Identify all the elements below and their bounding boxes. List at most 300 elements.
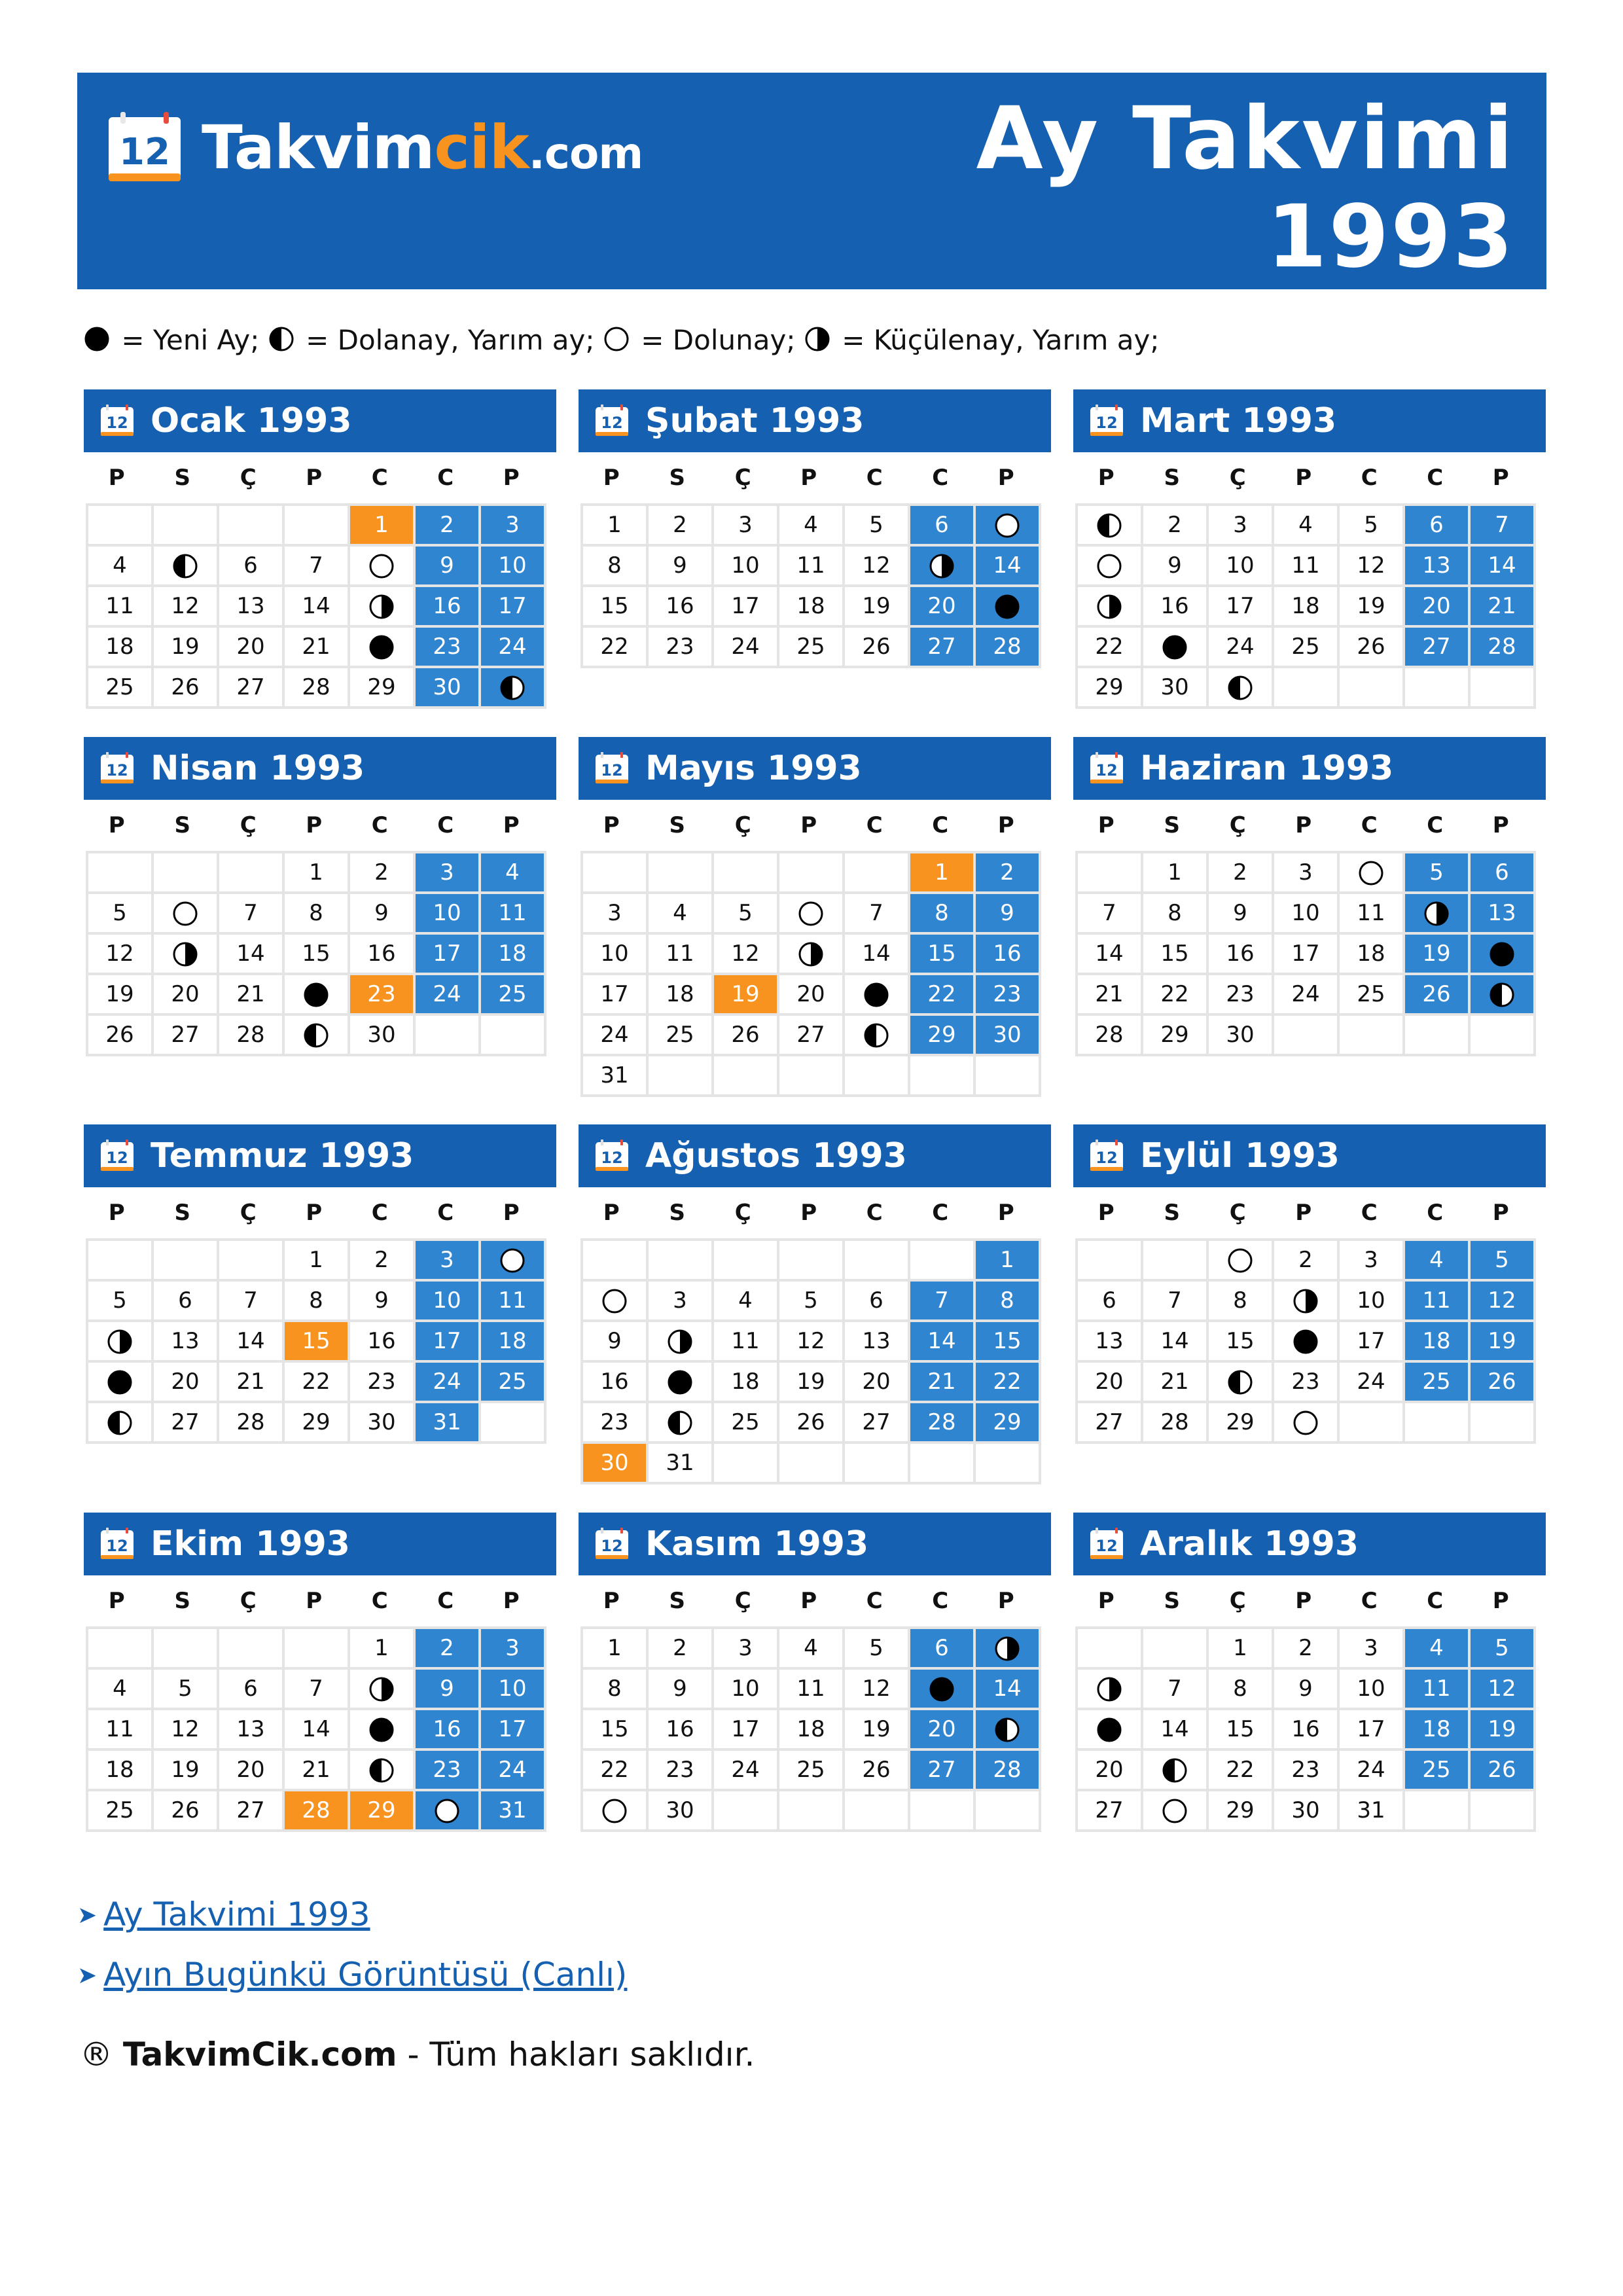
day-cell[interactable]: 18 [1338,933,1404,974]
day-cell[interactable] [283,1014,349,1055]
day-cell[interactable]: 18 [480,933,545,974]
day-cell[interactable]: 27 [909,1749,974,1790]
day-cell[interactable]: 2 [349,1240,414,1280]
day-cell[interactable] [349,1709,414,1749]
day-cell[interactable]: 16 [414,586,480,626]
day-cell[interactable]: 6 [844,1280,909,1321]
day-cell[interactable]: 17 [480,586,545,626]
day-cell[interactable]: 21 [218,974,283,1014]
day-cell[interactable]: 20 [152,1361,218,1402]
day-cell[interactable]: 9 [414,545,480,586]
day-cell[interactable]: 7 [283,1668,349,1709]
day-cell[interactable]: 18 [778,586,844,626]
day-cell[interactable]: 19 [844,586,909,626]
day-cell[interactable]: 18 [1404,1709,1469,1749]
day-cell[interactable]: 23 [647,1749,713,1790]
day-cell[interactable]: 1 [1207,1628,1273,1668]
day-cell[interactable]: 23 [1273,1749,1338,1790]
day-cell[interactable] [480,1240,545,1280]
day-cell[interactable]: 8 [1207,1280,1273,1321]
day-cell[interactable]: 25 [713,1402,778,1443]
day-cell[interactable]: 17 [582,974,647,1014]
day-cell[interactable] [844,1014,909,1055]
day-cell[interactable]: 7 [1077,893,1142,933]
day-cell[interactable] [1077,545,1142,586]
day-cell[interactable]: 3 [647,1280,713,1321]
day-cell[interactable]: 28 [1142,1402,1207,1443]
day-cell[interactable]: 26 [152,667,218,708]
day-cell[interactable]: 14 [283,1709,349,1749]
day-cell[interactable]: 1 [283,852,349,893]
day-cell[interactable]: 9 [349,893,414,933]
day-cell[interactable]: 10 [414,1280,480,1321]
day-cell[interactable] [974,505,1040,545]
day-cell[interactable] [974,586,1040,626]
day-cell[interactable]: 10 [414,893,480,933]
day-cell[interactable]: 16 [349,1321,414,1361]
day-cell[interactable]: 26 [844,1749,909,1790]
day-cell[interactable]: 12 [1469,1668,1535,1709]
day-cell[interactable]: 23 [414,1749,480,1790]
day-cell[interactable]: 21 [1142,1361,1207,1402]
day-cell[interactable]: 26 [1404,974,1469,1014]
day-cell[interactable]: 18 [1404,1321,1469,1361]
day-cell[interactable]: 7 [909,1280,974,1321]
day-cell[interactable]: 15 [582,586,647,626]
day-cell[interactable]: 13 [218,586,283,626]
day-cell[interactable]: 1 [582,1628,647,1668]
day-cell[interactable]: 25 [87,1790,152,1831]
day-cell[interactable]: 16 [647,586,713,626]
day-cell[interactable]: 12 [87,933,152,974]
day-cell[interactable]: 22 [283,1361,349,1402]
day-cell[interactable]: 29 [909,1014,974,1055]
day-cell[interactable]: 17 [1273,933,1338,974]
day-cell[interactable]: 30 [1273,1790,1338,1831]
day-cell[interactable] [582,1790,647,1831]
day-cell[interactable]: 26 [87,1014,152,1055]
day-cell[interactable]: 9 [647,1668,713,1709]
day-cell[interactable]: 25 [480,1361,545,1402]
day-cell[interactable]: 27 [1077,1402,1142,1443]
day-cell[interactable] [778,933,844,974]
day-cell[interactable]: 5 [1469,1628,1535,1668]
day-cell[interactable]: 16 [1142,586,1207,626]
day-cell[interactable] [1469,933,1535,974]
day-cell[interactable]: 16 [1273,1709,1338,1749]
day-cell[interactable]: 31 [582,1055,647,1096]
day-cell[interactable]: 7 [218,1280,283,1321]
day-cell[interactable] [909,545,974,586]
day-cell[interactable]: 15 [1207,1321,1273,1361]
day-cell[interactable]: 25 [87,667,152,708]
day-cell[interactable]: 9 [1273,1668,1338,1709]
day-cell[interactable]: 21 [283,1749,349,1790]
day-cell[interactable]: 11 [480,893,545,933]
day-cell[interactable]: 3 [480,1628,545,1668]
day-cell[interactable] [1077,1668,1142,1709]
day-cell[interactable] [349,586,414,626]
day-cell[interactable] [1077,586,1142,626]
day-cell[interactable]: 31 [480,1790,545,1831]
day-cell[interactable]: 4 [778,1628,844,1668]
day-cell[interactable]: 14 [1469,545,1535,586]
day-cell[interactable]: 29 [1207,1790,1273,1831]
day-cell[interactable]: 1 [974,1240,1040,1280]
day-cell[interactable]: 4 [87,545,152,586]
link-moon-calendar[interactable] [77,1885,627,1945]
day-cell[interactable]: 29 [1142,1014,1207,1055]
day-cell[interactable]: 7 [1142,1668,1207,1709]
day-cell[interactable]: 15 [974,1321,1040,1361]
day-cell[interactable]: 7 [1142,1280,1207,1321]
day-cell[interactable]: 6 [152,1280,218,1321]
day-cell[interactable]: 20 [218,1749,283,1790]
day-cell[interactable]: 5 [778,1280,844,1321]
day-cell[interactable] [349,1668,414,1709]
day-cell[interactable]: 19 [87,974,152,1014]
day-cell[interactable] [1338,852,1404,893]
day-cell[interactable]: 18 [647,974,713,1014]
day-cell[interactable]: 25 [778,1749,844,1790]
day-cell[interactable]: 20 [1077,1749,1142,1790]
day-cell[interactable]: 27 [218,667,283,708]
day-cell[interactable]: 8 [1142,893,1207,933]
day-cell[interactable]: 8 [974,1280,1040,1321]
day-cell[interactable]: 25 [1273,626,1338,667]
day-cell[interactable]: 11 [1404,1280,1469,1321]
day-cell[interactable]: 5 [1469,1240,1535,1280]
day-cell[interactable]: 28 [218,1014,283,1055]
day-cell[interactable]: 31 [647,1443,713,1483]
day-cell[interactable]: 12 [1338,545,1404,586]
day-cell[interactable]: 11 [778,545,844,586]
day-cell[interactable]: 26 [1338,626,1404,667]
day-cell[interactable]: 22 [1207,1749,1273,1790]
day-cell[interactable]: 14 [218,933,283,974]
day-cell[interactable]: 23 [414,626,480,667]
day-cell[interactable]: 5 [1404,852,1469,893]
day-cell[interactable]: 9 [349,1280,414,1321]
day-cell[interactable]: 11 [647,933,713,974]
day-cell[interactable]: 21 [1077,974,1142,1014]
day-cell[interactable] [87,1402,152,1443]
day-cell[interactable]: 29 [349,667,414,708]
day-cell[interactable]: 16 [414,1709,480,1749]
day-cell[interactable]: 2 [1273,1628,1338,1668]
day-cell[interactable]: 2 [1273,1240,1338,1280]
day-cell[interactable]: 11 [87,586,152,626]
day-cell[interactable]: 27 [778,1014,844,1055]
day-cell[interactable]: 26 [778,1402,844,1443]
day-cell[interactable]: 23 [349,1361,414,1402]
day-cell[interactable]: 28 [909,1402,974,1443]
day-cell[interactable]: 18 [1273,586,1338,626]
day-cell[interactable]: 7 [1469,505,1535,545]
day-cell[interactable]: 25 [1404,1361,1469,1402]
link-moon-today[interactable] [77,1945,627,2005]
day-cell[interactable]: 14 [1142,1321,1207,1361]
day-cell[interactable]: 16 [582,1361,647,1402]
day-cell[interactable]: 4 [713,1280,778,1321]
day-cell[interactable]: 29 [349,1790,414,1831]
day-cell[interactable]: 5 [152,1668,218,1709]
day-cell[interactable]: 28 [283,1790,349,1831]
day-cell[interactable]: 8 [582,1668,647,1709]
day-cell[interactable]: 2 [1142,505,1207,545]
day-cell[interactable]: 3 [414,1240,480,1280]
day-cell[interactable]: 21 [218,1361,283,1402]
day-cell[interactable]: 10 [1338,1280,1404,1321]
day-cell[interactable]: 18 [87,626,152,667]
day-cell[interactable]: 17 [713,1709,778,1749]
day-cell[interactable]: 25 [778,626,844,667]
day-cell[interactable]: 4 [778,505,844,545]
day-cell[interactable]: 2 [647,1628,713,1668]
day-cell[interactable]: 5 [713,893,778,933]
day-cell[interactable]: 12 [713,933,778,974]
day-cell[interactable]: 28 [283,667,349,708]
day-cell[interactable] [1207,1240,1273,1280]
day-cell[interactable]: 26 [1469,1749,1535,1790]
day-cell[interactable]: 10 [582,933,647,974]
day-cell[interactable]: 5 [844,1628,909,1668]
day-cell[interactable]: 14 [1077,933,1142,974]
day-cell[interactable]: 13 [1404,545,1469,586]
day-cell[interactable] [1077,505,1142,545]
day-cell[interactable]: 31 [414,1402,480,1443]
day-cell[interactable]: 24 [414,974,480,1014]
day-cell[interactable]: 18 [87,1749,152,1790]
day-cell[interactable]: 27 [1077,1790,1142,1831]
day-cell[interactable]: 23 [1207,974,1273,1014]
day-cell[interactable]: 12 [844,1668,909,1709]
day-cell[interactable]: 26 [844,626,909,667]
day-cell[interactable]: 7 [218,893,283,933]
day-cell[interactable]: 20 [909,1709,974,1749]
day-cell[interactable]: 13 [844,1321,909,1361]
day-cell[interactable]: 5 [844,505,909,545]
day-cell[interactable]: 31 [1338,1790,1404,1831]
day-cell[interactable]: 6 [909,1628,974,1668]
day-cell[interactable]: 2 [1207,852,1273,893]
day-cell[interactable]: 5 [87,1280,152,1321]
day-cell[interactable] [909,1668,974,1709]
day-cell[interactable]: 20 [1077,1361,1142,1402]
day-cell[interactable]: 16 [1207,933,1273,974]
day-cell[interactable]: 29 [1207,1402,1273,1443]
day-cell[interactable]: 27 [844,1402,909,1443]
day-cell[interactable] [1404,893,1469,933]
day-cell[interactable]: 27 [218,1790,283,1831]
day-cell[interactable] [778,893,844,933]
day-cell[interactable]: 7 [283,545,349,586]
day-cell[interactable] [974,1709,1040,1749]
day-cell[interactable]: 7 [844,893,909,933]
day-cell[interactable] [480,667,545,708]
day-cell[interactable] [1207,667,1273,708]
day-cell[interactable]: 25 [647,1014,713,1055]
day-cell[interactable]: 10 [480,1668,545,1709]
day-cell[interactable]: 8 [909,893,974,933]
day-cell[interactable]: 1 [283,1240,349,1280]
day-cell[interactable]: 24 [1207,626,1273,667]
day-cell[interactable]: 3 [1338,1240,1404,1280]
day-cell[interactable]: 1 [909,852,974,893]
day-cell[interactable]: 3 [1338,1628,1404,1668]
day-cell[interactable]: 28 [1469,626,1535,667]
day-cell[interactable]: 17 [1338,1709,1404,1749]
day-cell[interactable]: 13 [218,1709,283,1749]
day-cell[interactable]: 4 [1404,1240,1469,1280]
day-cell[interactable]: 15 [909,933,974,974]
day-cell[interactable]: 12 [1469,1280,1535,1321]
day-cell[interactable]: 10 [713,545,778,586]
day-cell[interactable] [582,1280,647,1321]
day-cell[interactable]: 8 [283,1280,349,1321]
day-cell[interactable]: 9 [414,1668,480,1709]
day-cell[interactable] [414,1790,480,1831]
day-cell[interactable] [1273,1402,1338,1443]
day-cell[interactable]: 21 [283,626,349,667]
day-cell[interactable]: 30 [582,1443,647,1483]
day-cell[interactable]: 10 [1273,893,1338,933]
site-logo[interactable] [106,109,643,187]
day-cell[interactable]: 19 [1338,586,1404,626]
day-cell[interactable]: 25 [480,974,545,1014]
day-cell[interactable]: 20 [909,586,974,626]
day-cell[interactable]: 24 [414,1361,480,1402]
day-cell[interactable]: 3 [1273,852,1338,893]
day-cell[interactable]: 21 [1469,586,1535,626]
day-cell[interactable] [844,974,909,1014]
day-cell[interactable]: 8 [582,545,647,586]
day-cell[interactable]: 30 [1142,667,1207,708]
day-cell[interactable]: 6 [218,1668,283,1709]
link-moon-calendar-text[interactable]: Ay Takvimi 1993 [103,1895,370,1933]
day-cell[interactable]: 11 [713,1321,778,1361]
day-cell[interactable] [87,1361,152,1402]
day-cell[interactable]: 1 [582,505,647,545]
day-cell[interactable] [1273,1280,1338,1321]
day-cell[interactable]: 17 [480,1709,545,1749]
day-cell[interactable]: 5 [1338,505,1404,545]
day-cell[interactable]: 19 [152,1749,218,1790]
day-cell[interactable]: 29 [1077,667,1142,708]
day-cell[interactable]: 25 [1338,974,1404,1014]
day-cell[interactable]: 16 [974,933,1040,974]
day-cell[interactable]: 14 [844,933,909,974]
day-cell[interactable]: 30 [647,1790,713,1831]
day-cell[interactable]: 13 [152,1321,218,1361]
day-cell[interactable]: 9 [582,1321,647,1361]
day-cell[interactable]: 8 [1207,1668,1273,1709]
day-cell[interactable]: 3 [713,505,778,545]
day-cell[interactable]: 12 [844,545,909,586]
day-cell[interactable] [349,626,414,667]
day-cell[interactable]: 6 [909,505,974,545]
day-cell[interactable]: 10 [480,545,545,586]
day-cell[interactable]: 17 [414,1321,480,1361]
day-cell[interactable] [87,1321,152,1361]
day-cell[interactable]: 10 [1207,545,1273,586]
day-cell[interactable]: 22 [582,626,647,667]
day-cell[interactable]: 3 [1207,505,1273,545]
day-cell[interactable]: 24 [713,1749,778,1790]
day-cell[interactable]: 20 [844,1361,909,1402]
day-cell[interactable]: 20 [218,626,283,667]
day-cell[interactable]: 19 [1469,1321,1535,1361]
day-cell[interactable]: 17 [713,586,778,626]
day-cell[interactable]: 20 [778,974,844,1014]
day-cell[interactable]: 19 [1404,933,1469,974]
day-cell[interactable]: 22 [1142,974,1207,1014]
day-cell[interactable]: 2 [414,1628,480,1668]
day-cell[interactable] [647,1361,713,1402]
day-cell[interactable]: 28 [1077,1014,1142,1055]
day-cell[interactable]: 26 [1469,1361,1535,1402]
day-cell[interactable] [1142,1749,1207,1790]
day-cell[interactable]: 19 [778,1361,844,1402]
day-cell[interactable]: 6 [1404,505,1469,545]
day-cell[interactable]: 19 [1469,1709,1535,1749]
day-cell[interactable]: 27 [1404,626,1469,667]
day-cell[interactable]: 2 [647,505,713,545]
day-cell[interactable]: 23 [349,974,414,1014]
day-cell[interactable]: 16 [647,1709,713,1749]
day-cell[interactable]: 23 [1273,1361,1338,1402]
day-cell[interactable]: 24 [1338,1749,1404,1790]
day-cell[interactable]: 13 [1077,1321,1142,1361]
day-cell[interactable] [349,545,414,586]
day-cell[interactable]: 22 [974,1361,1040,1402]
day-cell[interactable]: 1 [1142,852,1207,893]
day-cell[interactable]: 9 [1142,545,1207,586]
day-cell[interactable]: 9 [1207,893,1273,933]
day-cell[interactable] [647,1321,713,1361]
day-cell[interactable] [1273,1321,1338,1361]
day-cell[interactable]: 17 [1207,586,1273,626]
day-cell[interactable]: 3 [713,1628,778,1668]
day-cell[interactable]: 23 [974,974,1040,1014]
day-cell[interactable]: 17 [1338,1321,1404,1361]
day-cell[interactable]: 27 [152,1014,218,1055]
day-cell[interactable]: 24 [480,1749,545,1790]
day-cell[interactable]: 30 [1207,1014,1273,1055]
day-cell[interactable]: 2 [974,852,1040,893]
day-cell[interactable]: 22 [1077,626,1142,667]
day-cell[interactable]: 30 [349,1402,414,1443]
day-cell[interactable]: 22 [582,1749,647,1790]
day-cell[interactable]: 3 [480,505,545,545]
day-cell[interactable]: 15 [1142,933,1207,974]
day-cell[interactable]: 21 [909,1361,974,1402]
day-cell[interactable] [152,893,218,933]
day-cell[interactable]: 20 [152,974,218,1014]
day-cell[interactable]: 19 [152,626,218,667]
day-cell[interactable]: 28 [974,626,1040,667]
day-cell[interactable]: 11 [1273,545,1338,586]
day-cell[interactable]: 6 [1077,1280,1142,1321]
day-cell[interactable]: 25 [1404,1749,1469,1790]
day-cell[interactable] [283,974,349,1014]
day-cell[interactable]: 11 [87,1709,152,1749]
day-cell[interactable]: 24 [1273,974,1338,1014]
day-cell[interactable]: 24 [1338,1361,1404,1402]
day-cell[interactable]: 4 [87,1668,152,1709]
day-cell[interactable]: 10 [1338,1668,1404,1709]
day-cell[interactable]: 26 [152,1790,218,1831]
